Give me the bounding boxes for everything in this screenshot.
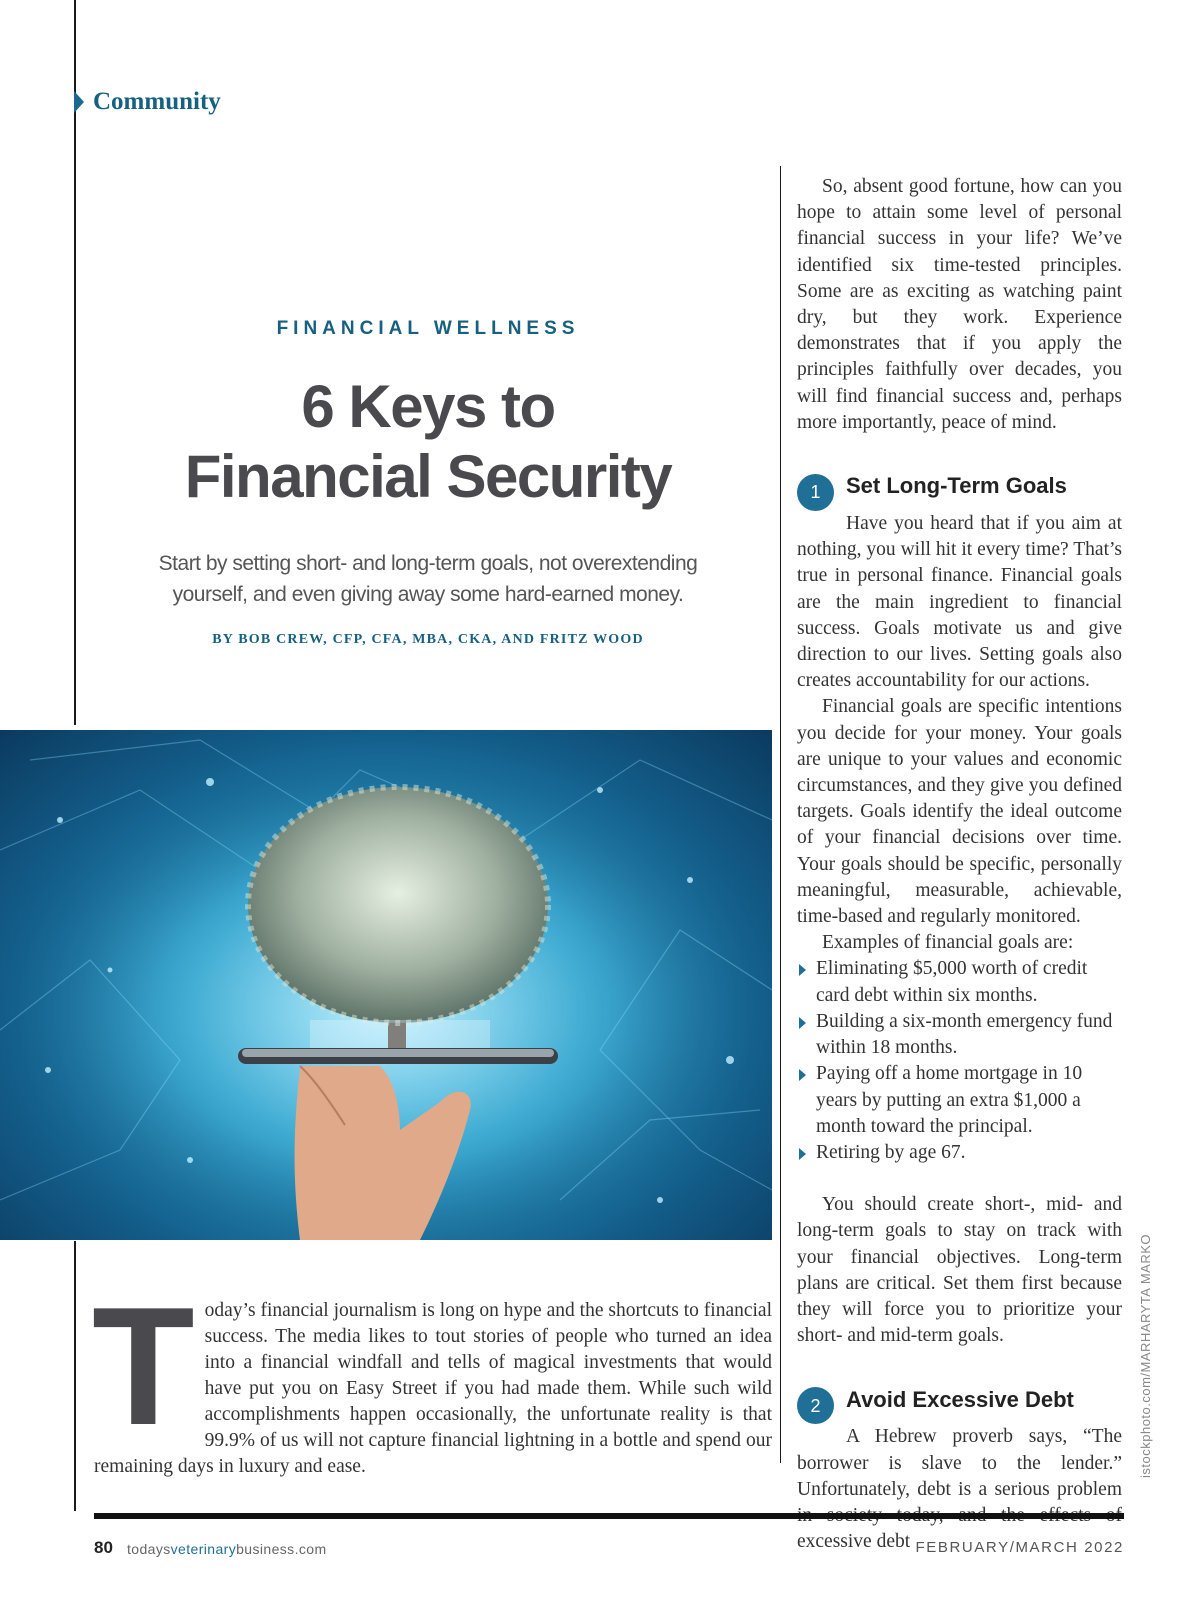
column-divider [780,166,781,1463]
list-item: Retiring by age 67. [797,1140,1122,1166]
section-triangle-icon [74,91,84,113]
body-paragraph: Have you heard that if you aim at nothing, you will hit it every time? That’s true in personal finance. Financial goals are the main ingredient to financial success. Goals motivate us and give direction to our lives. Setting goals also creates accountability for our actions. [797,513,1122,692]
issue-date: FEBRUARY/MARCH 2022 [915,1539,1124,1556]
step-number-badge: 2 [797,1387,834,1424]
article-kicker: FINANCIAL WELLNESS [276,318,580,339]
section-1-title: Set Long-Term Goals [846,473,1067,499]
article-title [76,372,780,512]
body-paragraph: Financial goals are specific intentions you decide for your money. Your goals are unique to your values and economic circumstances, and they give you defined targets. Goals identify the ideal outcome of your financial decisions over time. Your goals should be specific, personally meaningful, measurable, achievable, time-based and regularly monitored. [797,696,1122,928]
right-column [797,174,1122,1555]
goals-list [797,956,1122,1166]
bullet-triangle-icon [799,1017,806,1029]
footer-rule [94,1513,1124,1519]
article-dek: Start by setting short- and long-term goals, not overextending yourself, and even giving away some hard-earned money. [158,552,698,606]
list-item: Eliminating $5,000 worth of credit card debt within six months. [797,956,1122,1008]
section-2-title: Avoid Excessive Debt [846,1386,1074,1412]
title-line-2: Financial Security [184,443,672,510]
drop-cap: T [92,1272,195,1460]
article-byline: BY BOB CREW, CFP, CFA, MBA, CKA, AND FRITZ WOOD [212,632,644,647]
bullet-triangle-icon [799,964,806,976]
body-paragraph: Examples of financial goals are: [822,932,1074,954]
hero-image-money-tree [0,730,772,1240]
body-paragraph: You should create short-, mid- and long-term goals to stay on track with your financial objectives. Long-term plans are critical. Set them first because they will force you to prioritize your short- and mid-term goals. [797,1194,1122,1347]
list-item: Paying off a home mortgage in 10 years by putting an extra $1,000 a month toward the principal. [797,1061,1122,1140]
body-paragraph: A Hebrew proverb says, “The borrower is slave to the lender.” Unfortunately, debt is a serious problem excessive debt [797,1426,1122,1553]
body-paragraph: So, absent good fortune, how can you hope to attain some level of personal financial success in your life? We’ve identified six time-tested principles. Some are as exciting as watching paint dry, but they work. Experience demonstrates that if you apply the principles faithfully over decades, you will find financial success and, perhaps more importantly, peace of mind. [797,176,1122,433]
intro-text: oday’s financial journalism is long on hype and the shortcuts to financial success. The media likes to tout stories of people who turned an idea into a financial windfall and tells of magical investments that would have put you on Easy Street if you had made them. While such wild accomplishments happen occasionally, the unfortunate reality is that 99.9% of us will not capture financial lightning in a bottle and spend our remaining days in luxury and ease. [94,1300,772,1477]
section-label: Community [93,88,221,115]
left-margin-rule-lower [74,1241,76,1511]
photo-credit: istockphoto.com/MARHARYTA MARKO [1138,1233,1153,1478]
section-1-heading [797,462,1122,511]
page-number: 80 [94,1538,113,1557]
bullet-triangle-icon [799,1148,806,1160]
bullet-triangle-icon [799,1069,806,1081]
title-line-1: 6 Keys to [301,373,555,440]
intro-paragraph [92,1272,772,1480]
list-item: Building a six-month emergency fund within 18 months. [797,1009,1122,1061]
site-url: todaysveterinarybusiness.com [127,1541,327,1557]
section-tag [74,88,221,116]
step-number-badge: 1 [797,474,834,511]
money-tree-illustration [0,730,772,1240]
section-2-heading [797,1375,1122,1424]
